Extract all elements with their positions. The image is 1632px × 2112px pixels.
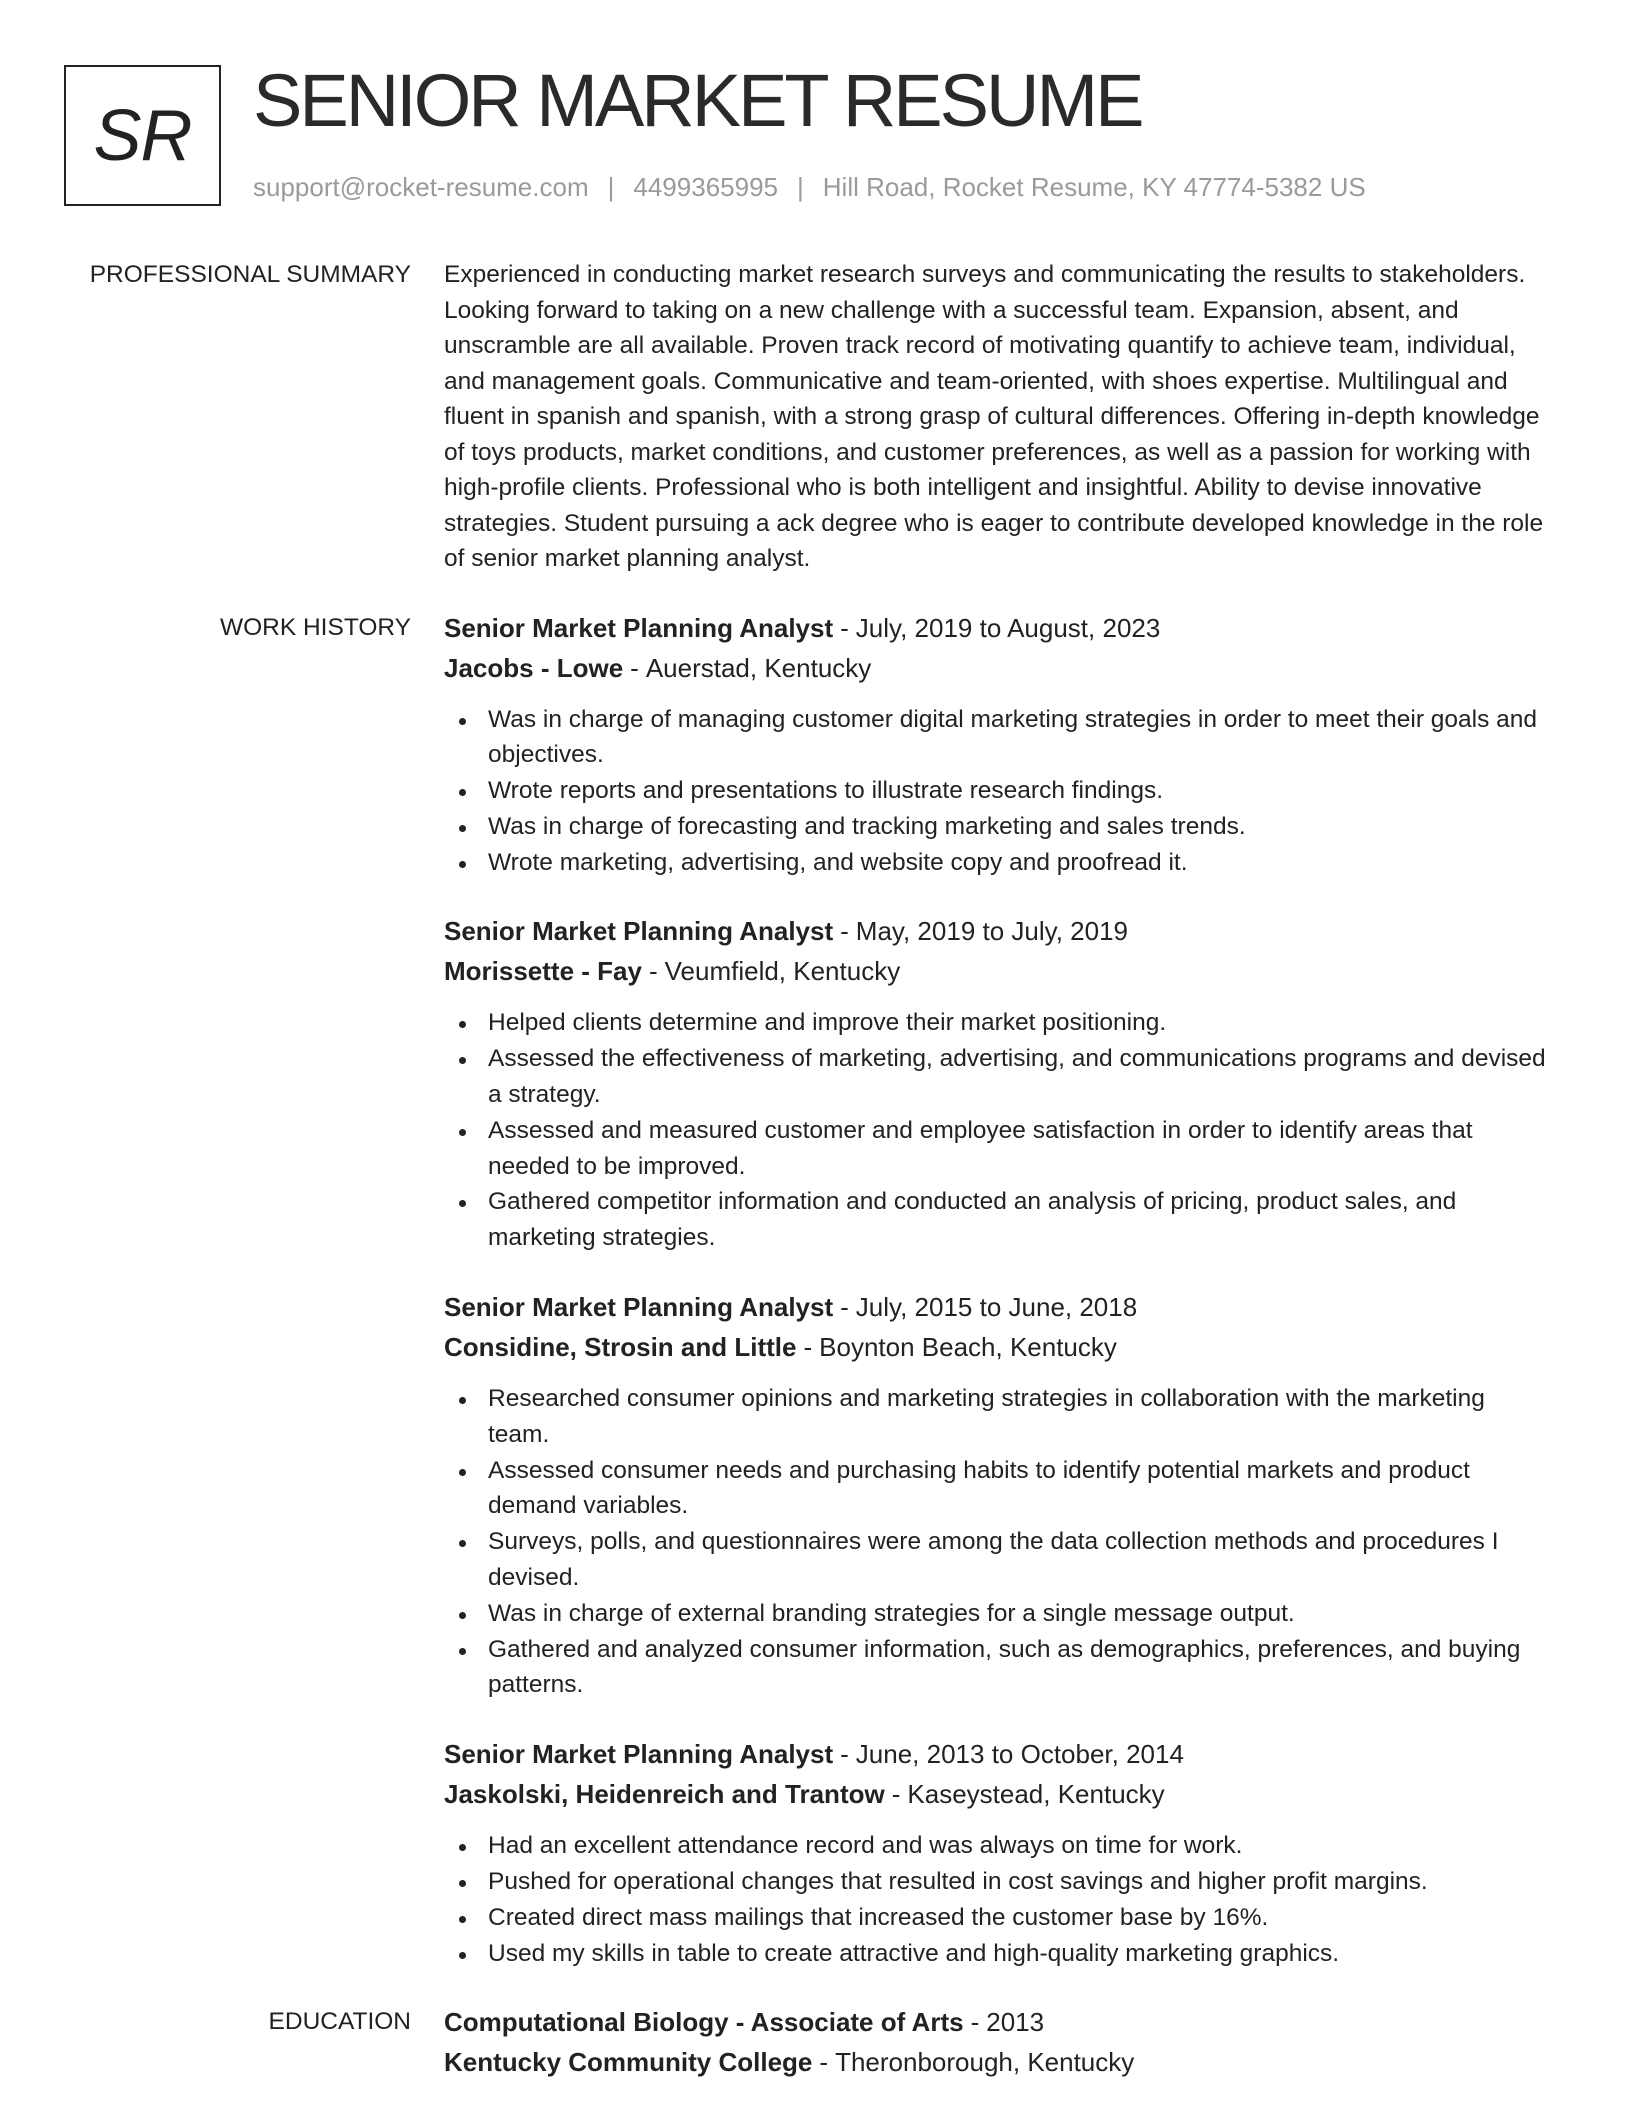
job-title-line: [444, 1287, 1546, 1327]
bullet-icon: [459, 1200, 466, 1207]
job-title: Senior Market Planning Analyst: [444, 1292, 834, 1323]
duty-text: Used my skills in table to create attractive and high-quality marketing graphics.: [488, 1939, 1340, 1967]
duty-item: [488, 1936, 1546, 1972]
job-title-line: [444, 1734, 1546, 1774]
bullet-icon: [459, 1880, 466, 1887]
bullet-icon: [459, 1021, 466, 1028]
school-line: [444, 2042, 1546, 2082]
duty-item: [488, 1900, 1546, 1936]
contact-separator: |: [797, 172, 804, 202]
employer-location: Kaseystead, Kentucky: [907, 1779, 1165, 1810]
employer-location: Veumfield, Kentucky: [664, 956, 901, 987]
duty-item: [488, 1864, 1546, 1900]
monogram-initials: SR: [93, 95, 192, 176]
section-label-education: EDUCATION: [268, 2008, 411, 2036]
duty-item: [488, 773, 1546, 809]
duty-item: [488, 1632, 1546, 1704]
duty-item: [488, 1005, 1546, 1041]
bullet-icon: [459, 1648, 466, 1655]
separator: -: [840, 1739, 849, 1770]
job-duties: [444, 1381, 1546, 1703]
separator: -: [840, 612, 849, 643]
duty-item: [488, 1524, 1546, 1596]
work-history-list: [444, 608, 1546, 1972]
duty-text: Assessed consumer needs and purchasing habits to identify potential markets and product demand variables.: [488, 1456, 1470, 1520]
education-section: [0, 2002, 1546, 2082]
contact-email: support@rocket-resume.com: [253, 172, 589, 202]
duty-text: Helped clients determine and improve their market positioning.: [488, 1009, 1167, 1037]
job-duties: [444, 702, 1546, 881]
duty-item: [488, 1828, 1546, 1864]
duty-text: Researched consumer opinions and marketing strategies in collaboration with the marketing team.: [488, 1385, 1485, 1448]
separator: -: [803, 1332, 813, 1363]
job-dates: July, 2019 to August, 2023: [855, 612, 1161, 643]
duty-text: Was in charge of external branding strategies for a single message output.: [488, 1599, 1295, 1627]
job-title: Senior Market Planning Analyst: [444, 1739, 834, 1770]
duty-text: Gathered and analyzed consumer information, such as demographics, preferences, and buying patterns.: [488, 1635, 1521, 1699]
contact-phone: 4499365995: [633, 172, 778, 202]
resume-title: SENIOR MARKET RESUME: [253, 59, 1142, 142]
bullet-icon: [459, 1612, 466, 1619]
job-title-line: [444, 608, 1546, 648]
separator: -: [648, 956, 658, 987]
employer-line: [444, 1774, 1546, 1814]
job-entry: [444, 1734, 1546, 1971]
bullet-icon: [459, 1844, 466, 1851]
bullet-icon: [459, 1057, 466, 1064]
duty-item: [488, 1381, 1546, 1453]
bullet-icon: [459, 1397, 466, 1404]
bullet-icon: [459, 1469, 466, 1476]
duty-text: Was in charge of forecasting and tracking marketing and sales trends.: [488, 812, 1246, 840]
bullet-icon: [459, 1916, 466, 1923]
summary-section: [0, 257, 1546, 577]
graduation-year: 2013: [986, 2007, 1045, 2038]
employer-name: Considine, Strosin and Little: [444, 1332, 797, 1363]
job-entry: [444, 608, 1546, 881]
bullet-icon: [459, 1129, 466, 1136]
duty-item: [488, 1184, 1546, 1256]
bullet-icon: [459, 1952, 466, 1959]
duty-text: Assessed and measured customer and employee satisfaction in order to identify areas that needed to be improved.: [488, 1116, 1473, 1180]
employer-location: Auerstad, Kentucky: [645, 652, 872, 683]
job-entry: [444, 911, 1546, 1256]
employer-name: Jacobs - Lowe: [444, 652, 624, 683]
job-entry: [444, 1287, 1546, 1703]
degree-title: Computational Biology - Associate of Arts: [444, 2007, 964, 2038]
bullet-icon: [459, 789, 466, 796]
duty-text: Assessed the effectiveness of marketing, advertising, and communications programs and devised a strategy.: [488, 1045, 1546, 1109]
job-duties: [444, 1005, 1546, 1256]
job-dates: June, 2013 to October, 2014: [855, 1739, 1184, 1770]
duty-item: [488, 845, 1546, 881]
separator: -: [840, 916, 849, 947]
job-title-line: [444, 911, 1546, 951]
employer-line: [444, 648, 1546, 688]
contact-address: Hill Road, Rocket Resume, KY 47774-5382 US: [822, 172, 1366, 202]
duty-text: Had an excellent attendance record and was always on time for work.: [488, 1832, 1243, 1860]
job-title: Senior Market Planning Analyst: [444, 916, 834, 947]
summary-text: Experienced in conducting market research surveys and communicating the results to stakeholders. Looking forward to taking on a new challenge with a successful team. Expansion, absent, and unscramble are all available. Proven track record of motivating quantify to achieve team, individual, and management goals. Communicative and team-oriented, with shoes expertise. Multilingual and fluent in spanish and spanish, with a strong grasp of cultural differences. Offering in-depth knowledge of toys products, market conditions, and customer preferences, as well as a passion for working with high-profile clients. Professional who is both intelligent and insightful. Ability to devise innovative strategies. Student pursuing a ack degree who is eager to contribute developed knowledge in the role of senior market planning analyst.: [444, 261, 1544, 572]
job-title: Senior Market Planning Analyst: [444, 612, 834, 643]
employer-name: Jaskolski, Heidenreich and Trantow: [444, 1779, 885, 1810]
bullet-icon: [459, 861, 466, 868]
duty-item: [488, 702, 1546, 774]
section-label-summary: PROFESSIONAL SUMMARY: [89, 261, 411, 288]
job-dates: July, 2015 to June, 2018: [855, 1292, 1138, 1323]
work-history-section: [0, 608, 1546, 1972]
duty-item: [488, 1041, 1546, 1113]
employer-line: [444, 951, 1546, 991]
contact-line: [253, 174, 1366, 200]
separator: -: [819, 2047, 829, 2078]
duty-text: Surveys, polls, and questionnaires were among the data collection methods and procedures I devised.: [488, 1528, 1499, 1592]
duty-text: Wrote reports and presentations to illustrate research findings.: [488, 777, 1164, 805]
separator: -: [891, 1779, 901, 1810]
school-name: Kentucky Community College: [444, 2047, 813, 2078]
bullet-icon: [459, 825, 466, 832]
employer-location: Boynton Beach, Kentucky: [819, 1332, 1117, 1363]
education-entry: [444, 2002, 1546, 2082]
degree-line: [444, 2002, 1546, 2042]
separator: -: [840, 1292, 849, 1323]
duty-item: [488, 809, 1546, 845]
duty-text: Was in charge of managing customer digital marketing strategies in order to meet their goals and objectives.: [488, 705, 1538, 769]
school-location: Theronborough, Kentucky: [835, 2047, 1135, 2078]
contact-separator: |: [607, 172, 615, 202]
duty-text: Created direct mass mailings that increased the customer base by 16%.: [488, 1903, 1269, 1931]
duty-text: Gathered competitor information and conducted an analysis of pricing, product sales, and marketing strategies.: [488, 1188, 1457, 1252]
bullet-icon: [459, 718, 466, 725]
job-duties: [444, 1828, 1546, 1971]
duty-text: Wrote marketing, advertising, and website copy and proofread it.: [488, 848, 1188, 876]
duty-text: Pushed for operational changes that resulted in cost savings and higher profit margins.: [488, 1868, 1428, 1896]
employer-name: Morissette - Fay: [444, 956, 642, 987]
resume-body: [0, 257, 1546, 2082]
duty-item: [488, 1453, 1546, 1525]
duty-item: [488, 1113, 1546, 1185]
section-label-work-history: WORK HISTORY: [219, 613, 411, 641]
monogram-box: [64, 65, 221, 206]
job-dates: May, 2019 to July, 2019: [855, 916, 1128, 947]
separator: -: [630, 652, 639, 683]
bullet-icon: [459, 1540, 466, 1547]
employer-line: [444, 1327, 1546, 1367]
duty-item: [488, 1596, 1546, 1632]
separator: -: [970, 2007, 980, 2038]
